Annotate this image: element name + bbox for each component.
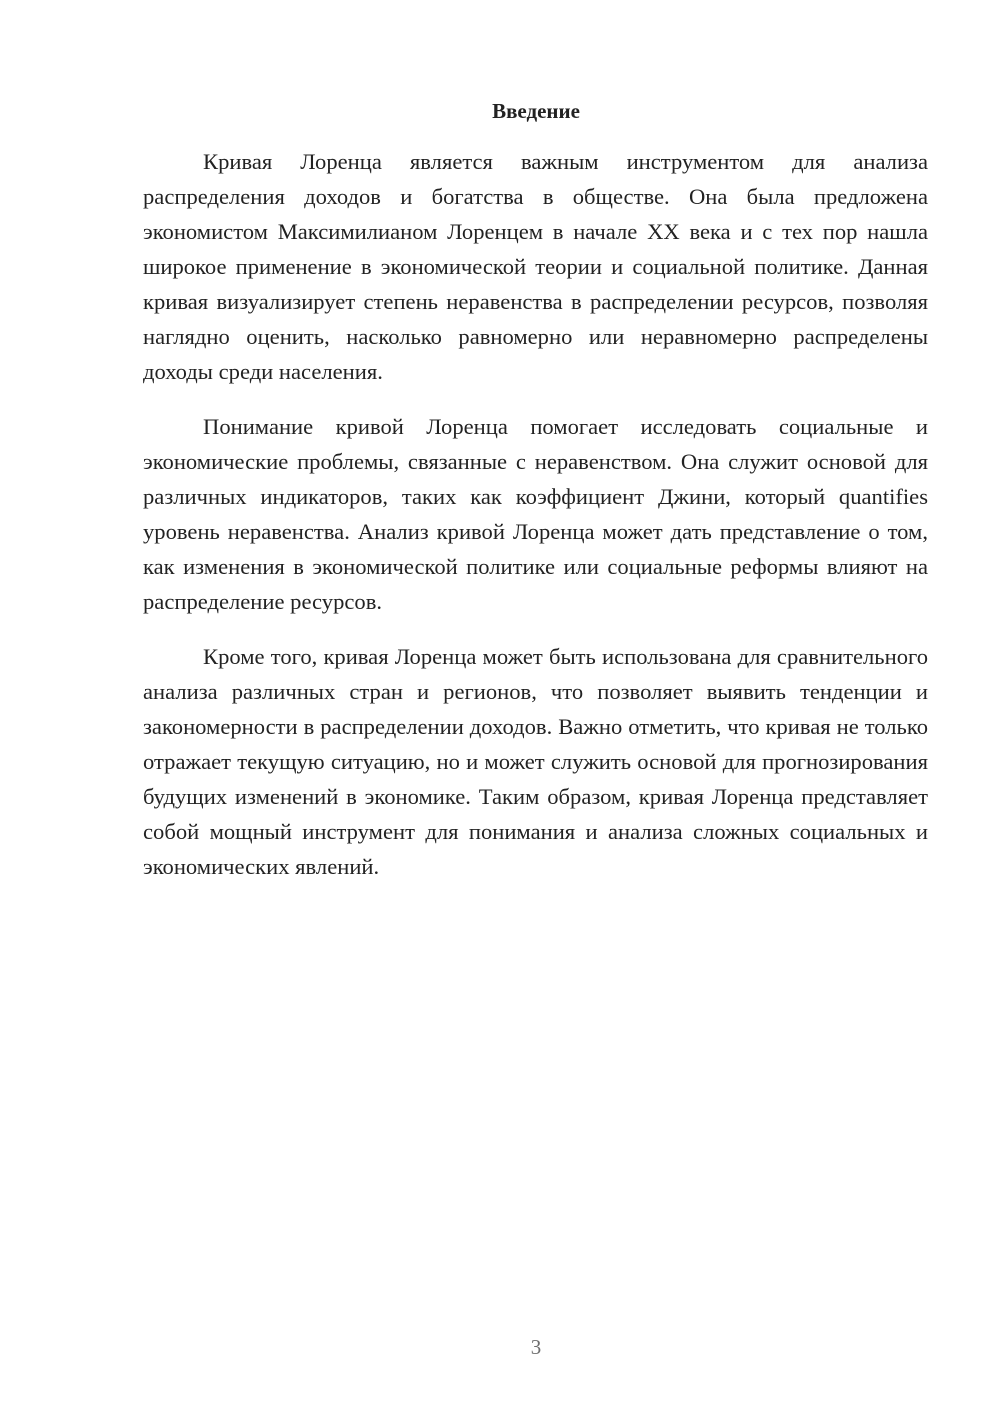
paragraph-2: Понимание кривой Лоренца помогает исследовать социальные и экономические проблемы, связанные с неравенством. Она служит основой для различных индикаторов, таких как коэффициент Джини, который quantifies уровень неравенства. Анализ кривой Лоренца может дать представление о том, как изменения в экономической политике или социальные реформы влияют на распределение ресурсов. — [143, 414, 928, 614]
body-text — [143, 144, 928, 904]
page-number: 3 — [530, 1335, 542, 1359]
section-heading: Введение — [492, 99, 580, 123]
paragraph-3: Кроме того, кривая Лоренца может быть использована для сравнительного анализа различных стран и регионов, что позволяет выявить тенденции и закономерности в распределении доходов. Важно отметить, что кривая не только отражает текущую ситуацию, но и может служить основой для прогнозирования будущих изменений в экономике. Таким образом, кривая Лоренца представляет собой мощный инструмент для понимания и анализа сложных социальных и экономических явлений. — [143, 644, 928, 879]
paragraph-1: Кривая Лоренца является важным инструментом для анализа распределения доходов и богатства в обществе. Она была предложена экономистом Максимилианом Лоренцем в начале XX века и с тех пор нашла широкое применение в экономической теории и социальной политике. Данная кривая визуализирует степень неравенства в распределении ресурсов, позволяя наглядно оценить, насколько равномерно или неравномерно распределены доходы среди населения. — [143, 149, 928, 384]
